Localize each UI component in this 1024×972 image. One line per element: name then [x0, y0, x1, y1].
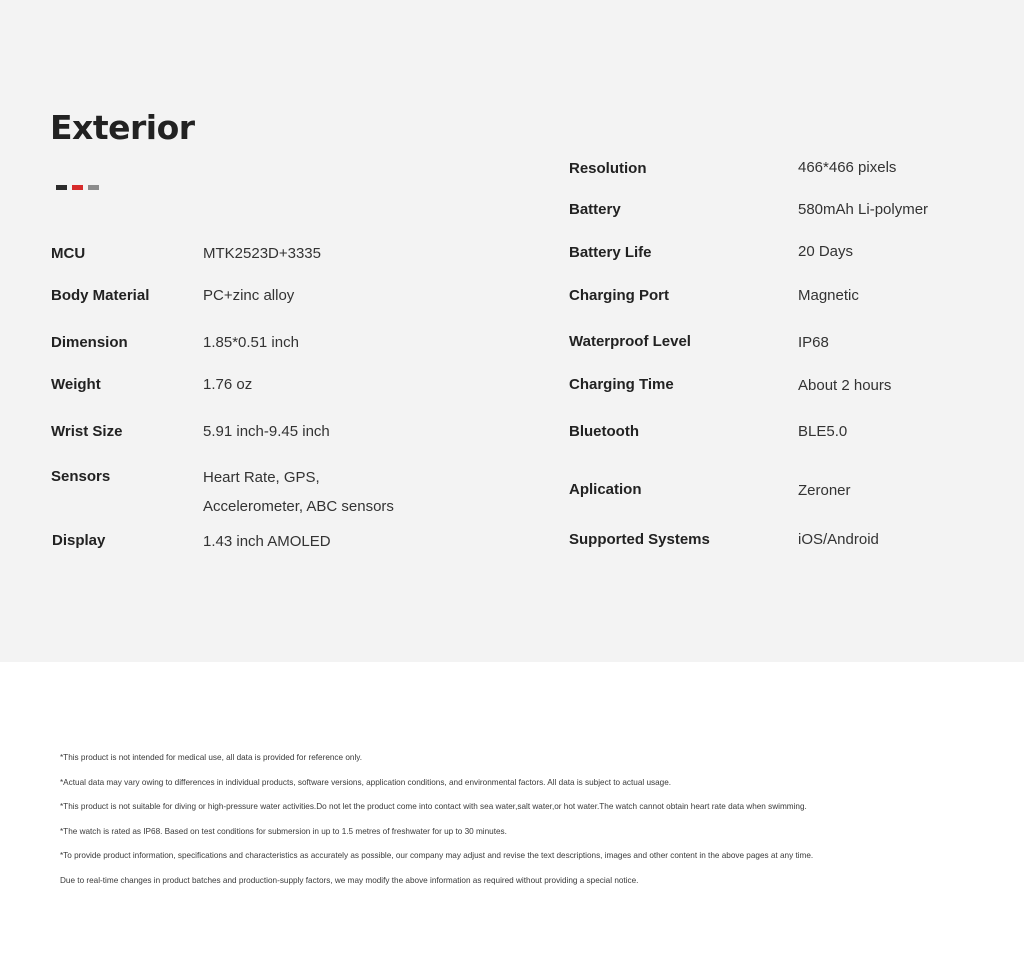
disclaimer-note: *Actual data may vary owing to differences in individual products, software versions, application conditions, and environmental factors. All data is subject to actual usage. [60, 777, 672, 787]
spec-label-aplication: Aplication [569, 481, 642, 498]
spec-value-display: 1.43 inch AMOLED [203, 533, 331, 550]
disclaimer-note: Due to real-time changes in product batches and production-supply factors, we may modify the above information as required without providing a special notice. [60, 875, 639, 885]
spec-value-mcu: MTK2523D+3335 [203, 245, 321, 262]
spec-value-battery-life: 20 Days [798, 243, 854, 260]
spec-value-wrist-size: 5.91 inch-9.45 inch [203, 423, 330, 440]
spec-value-bluetooth: BLE5.0 [798, 423, 848, 440]
spec-label-dimension: Dimension [51, 334, 128, 351]
spec-label-display: Display [52, 532, 106, 549]
spec-label-charging-time: Charging Time [569, 376, 674, 393]
spec-value-waterproof-level: IP68 [798, 334, 829, 351]
disclaimer-notes [60, 746, 960, 893]
spec-label-resolution: Resolution [569, 160, 647, 177]
swatch-black [56, 185, 67, 190]
disclaimer-note: *The watch is rated as IP68. Based on test conditions for submersion in up to 1.5 metres of freshwater for up to 30 minutes. [60, 826, 507, 836]
spec-value-dimension: 1.85*0.51 inch [203, 334, 299, 351]
spec-label-supported-systems: Supported Systems [569, 531, 710, 548]
spec-label-charging-port: Charging Port [569, 287, 669, 304]
spec-value-charging-port: Magnetic [798, 287, 859, 304]
color-swatches [56, 185, 99, 190]
spec-label-weight: Weight [51, 376, 101, 393]
spec-value-supported-systems: iOS/Android [798, 531, 879, 548]
spec-value-charging-time: About 2 hours [798, 377, 892, 394]
spec-label-bluetooth: Bluetooth [569, 423, 639, 440]
spec-value-resolution: 466*466 pixels [798, 159, 897, 176]
spec-label-battery: Battery [569, 201, 621, 218]
disclaimer-note: *To provide product information, specifications and characteristics as accurately as possible, our company may adjust and revise the text descriptions, images and other content in the above pages at any time. [60, 851, 814, 860]
spec-value-body-material: PC+zinc alloy [203, 287, 295, 304]
page-title: Exterior [50, 108, 195, 147]
spec-label-mcu: MCU [51, 245, 86, 262]
swatch-red [72, 185, 83, 190]
spec-label-wrist-size: Wrist Size [51, 423, 123, 440]
spec-value-battery: 580mAh Li-polymer [798, 201, 929, 218]
spec-label-body-material: Body Material [51, 287, 150, 304]
spec-label-sensors: Sensors [51, 468, 111, 485]
disclaimer-note: *This product is not suitable for diving or high-pressure water activities.Do not let the product come into contact with sea water,salt water,or hot water.The watch cannot obtain heart rate data when swimming. [60, 802, 807, 811]
swatch-gray [88, 185, 99, 190]
spec-value-sensors: Heart Rate, GPS, Accelerometer, ABC sensors [203, 469, 394, 515]
spec-label-battery-life: Battery Life [569, 244, 652, 261]
spec-value-weight: 1.76 oz [203, 376, 253, 393]
disclaimer-note: *This product is not intended for medical use, all data is provided for reference only. [60, 753, 363, 762]
spec-label-waterproof-level: Waterproof Level [569, 333, 691, 350]
spec-value-aplication: Zeroner [798, 482, 851, 499]
